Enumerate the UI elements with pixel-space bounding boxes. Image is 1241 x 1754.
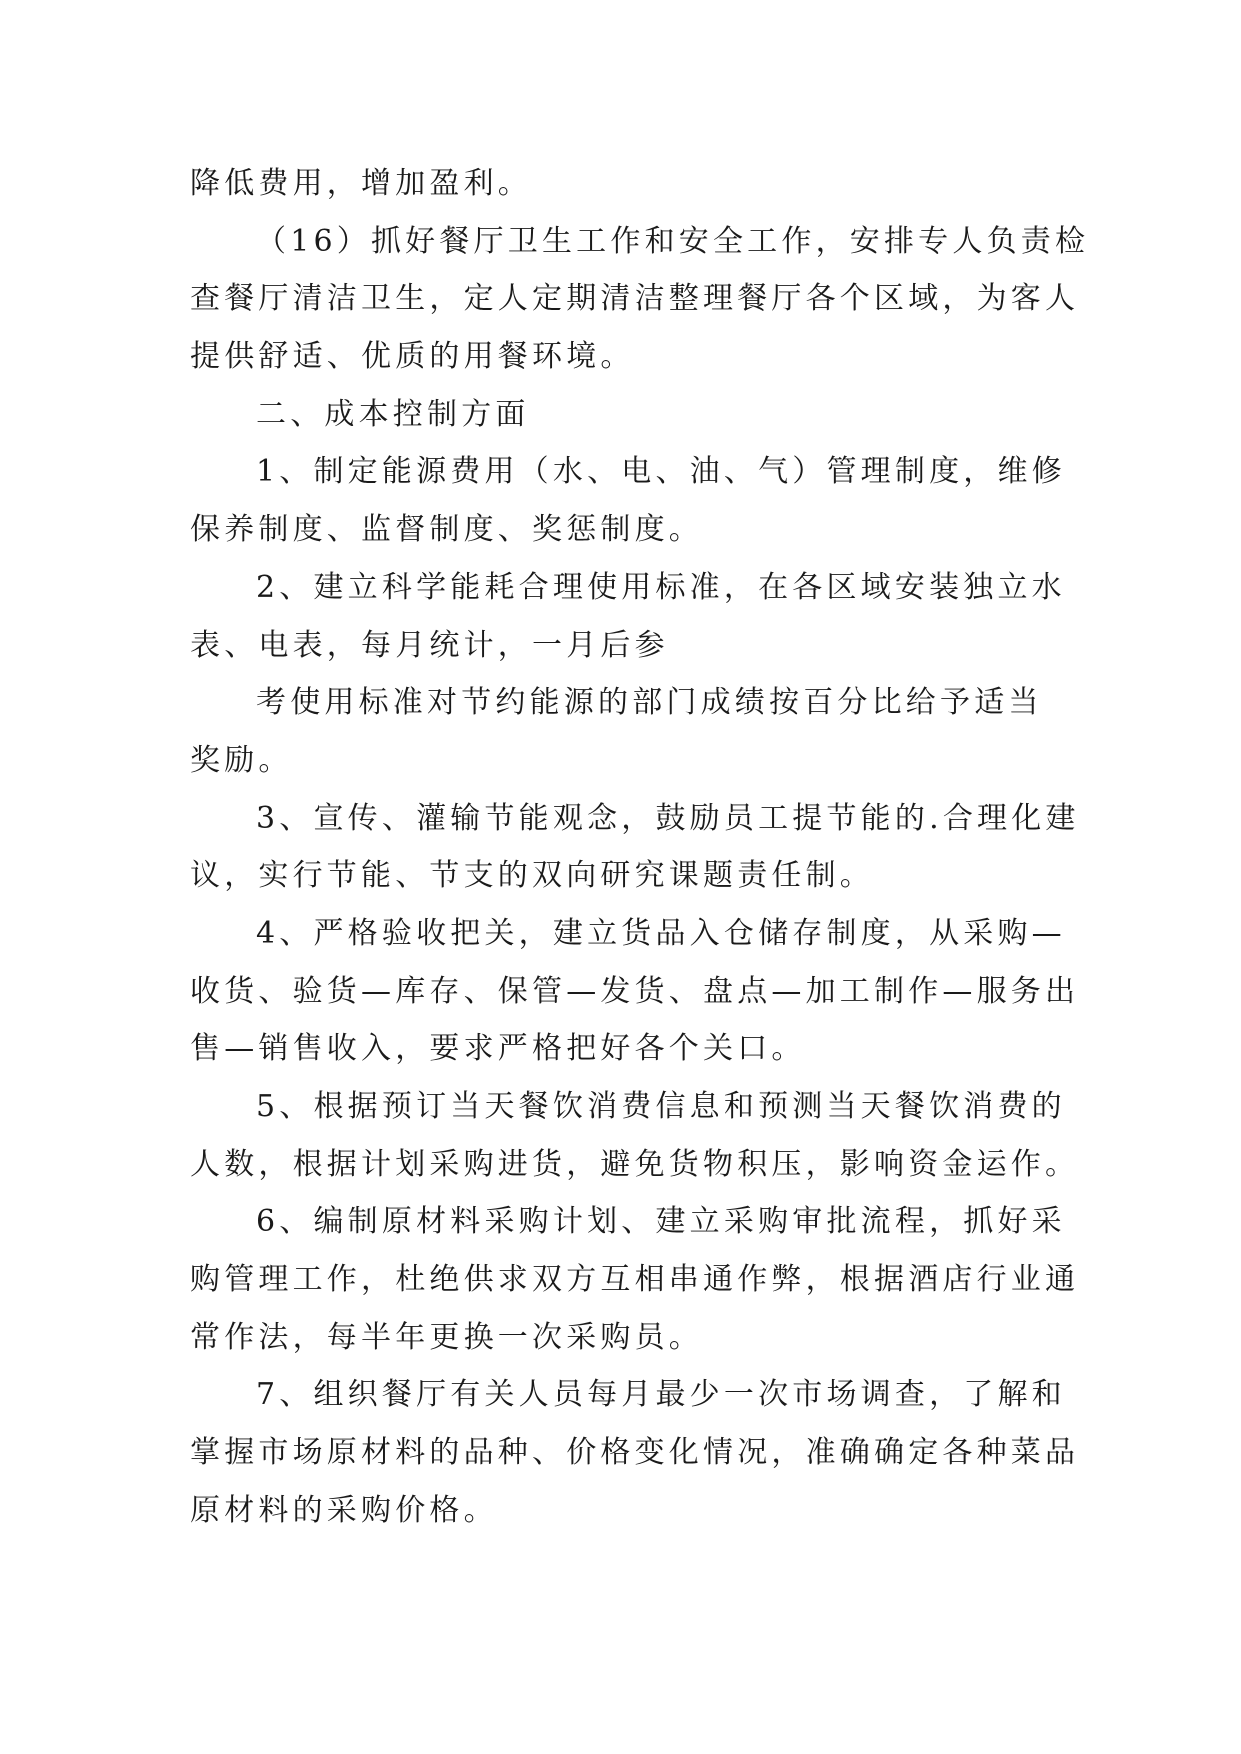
text-line: （16）抓好餐厅卫生工作和安全工作，安排专人负责检	[256, 223, 1090, 259]
text-line: 议，实行节能、节支的双向研究课题责任制。	[190, 858, 874, 894]
text-line: 查餐厅清洁卫生，定人定期清洁整理餐厅各个区域，为客人	[190, 281, 1080, 317]
text-line: 表、电表，每月统计，一月后参	[190, 627, 669, 663]
text-line: 保养制度、监督制度、奖惩制度。	[190, 512, 703, 548]
section-heading: 二、成本控制方面	[256, 396, 530, 432]
text-line: 购管理工作，杜绝供求双方互相串通作弊，根据酒店行业通	[190, 1262, 1080, 1298]
text-line: 提供舒适、优质的用餐环境。	[190, 339, 635, 375]
text-line: 降低费用，增加盈利。	[190, 166, 532, 201]
text-line: 售—销售收入，要求严格把好各个关口。	[190, 1031, 806, 1067]
text-line: 考使用标准对节约能源的部门成绩按百分比给予适当	[256, 685, 1043, 721]
text-line: 4、严格验收把关，建立货品入仓储存制度，从采购—	[256, 915, 1066, 951]
text-line: 1、制定能源费用（水、电、油、气）管理制度，维修	[256, 454, 1066, 490]
text-line: 常作法，每半年更换一次采购员。	[190, 1319, 703, 1355]
text-line: 人数，根据计划采购进货，避免货物积压，影响资金运作。	[190, 1146, 1080, 1182]
text-line: 3、宣传、灌输节能观念，鼓励员工提节能的.合理化建	[256, 800, 1080, 836]
text-line: 7、组织餐厅有关人员每月最少一次市场调查，了解和	[256, 1377, 1066, 1413]
text-line: 6、编制原材料采购计划、建立采购审批流程，抓好采	[256, 1204, 1066, 1240]
text-line: 5、根据预订当天餐饮消费信息和预测当天餐饮消费的	[256, 1089, 1066, 1124]
document-body	[190, 155, 1090, 1540]
text-line: 奖励。	[190, 742, 293, 778]
text-line: 收货、验货—库存、保管—发货、盘点—加工制作—服务出	[190, 973, 1080, 1009]
text-line: 原材料的采购价格。	[190, 1492, 498, 1528]
text-line: 掌握市场原材料的品种、价格变化情况，准确确定各种菜品	[190, 1435, 1080, 1471]
text-line: 2、建立科学能耗合理使用标准，在各区域安装独立水	[256, 569, 1066, 605]
